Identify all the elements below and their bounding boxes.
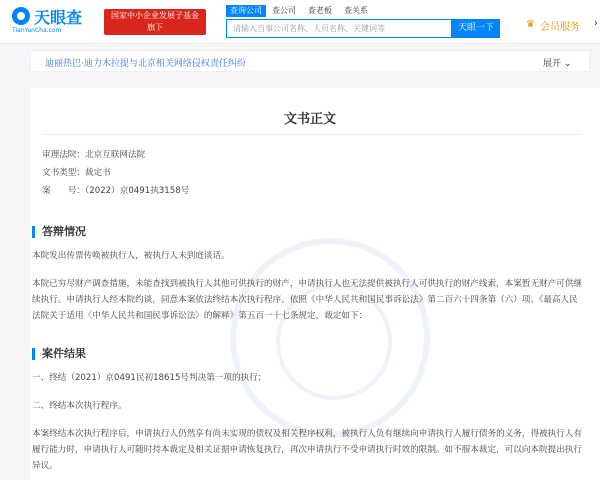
chevron-down-icon: ⌄ <box>563 59 572 69</box>
defense-paragraph: 本院发出传票传唤被执行人，被执行人未到庭谈话。 <box>32 251 230 261</box>
top-navigation-bar <box>0 0 600 44</box>
section-defense-heading: 答辩情况 <box>32 226 86 238</box>
document-type-value: 裁定书 <box>84 168 111 178</box>
case-number-value: （2022）京0491执3158号 <box>84 186 190 196</box>
document-title: 文书正文 <box>283 112 336 127</box>
document-panel <box>30 88 600 480</box>
related-case-link[interactable]: 迪丽热巴·迪力木拉提与北京相关网络侵权责任纠纷 <box>45 59 246 69</box>
title-divider <box>42 134 582 135</box>
section-result-heading: 案件结果 <box>32 348 86 360</box>
badge-line1: 国家中小企业发展子基金旗下 <box>111 11 199 32</box>
tab-query-company[interactable]: 查询公司 <box>226 5 266 17</box>
property-investigation-paragraph: 本院已穷尽财产调查措施，未能查找到被执行人其他可供执行的财产，申请执行人也无法提供被执行人可供执行的财产线索，本案暂无财产可供继续执行。申请执行人经本院约谈，同意本案依法终结本次执行程序。依照《中华人民共和国民事诉讼法》第二百六十四条第（六）项、《最高人民法院关于适用〈中华人民共和国民事诉讼法〉的解释》第五百一十七条规定，裁定如下： <box>32 279 583 321</box>
site-logo[interactable] <box>12 6 98 38</box>
more-chevron-icon[interactable]: › <box>594 18 598 29</box>
eye-logo-icon <box>12 7 30 25</box>
tab-boss[interactable]: 查老板 <box>308 6 332 15</box>
search-button[interactable]: 天眼一下 <box>452 19 500 38</box>
case-number-label: 案 号： <box>42 186 85 196</box>
result-item-1: 一、终结（2021）京0491民初18615号判决第一项的执行； <box>32 373 267 383</box>
expand-button[interactable] <box>543 56 571 69</box>
crown-icon: ♛ <box>526 19 535 30</box>
member-service-link[interactable]: 会员服务 <box>540 22 580 33</box>
result-item-2: 二、终结本次执行程序。 <box>32 401 127 411</box>
termination-paragraph: 本案终结本次执行程序后，申请执行人仍然享有尚未实现的债权及相关程序权利，被执行人负有继续向申请执行人履行债务的义务，得被执行人有履行能力时，申请执行人可随时持本裁定及相关证据申请恢复执行，再次申请执行不受申请执行时效的限制。如不服本裁定，可以向本院提出执行异议。 <box>32 429 583 471</box>
document-type-label: 文书类型： <box>42 168 85 178</box>
document-type-row <box>42 166 111 178</box>
logo-subtext: TianYanCha.com <box>12 27 62 34</box>
logo-text: 天眼查 <box>34 8 83 27</box>
search-input[interactable]: 请输入当事公司名称、人员名称、关键词等 <box>226 19 452 38</box>
court-value: 北京互联网法院 <box>84 150 146 160</box>
court-row <box>42 148 145 160</box>
expand-label: 展开 <box>543 59 562 69</box>
case-number-row <box>42 184 189 196</box>
tab-relation[interactable]: 查关系 <box>344 6 368 15</box>
related-case-notice <box>30 50 590 72</box>
credit-agency-badge <box>104 9 206 44</box>
court-label: 审理法院： <box>42 150 85 160</box>
badge-line2: 官方备案企业征信机构 <box>115 35 195 44</box>
tab-company[interactable]: 查公司 <box>272 6 296 15</box>
